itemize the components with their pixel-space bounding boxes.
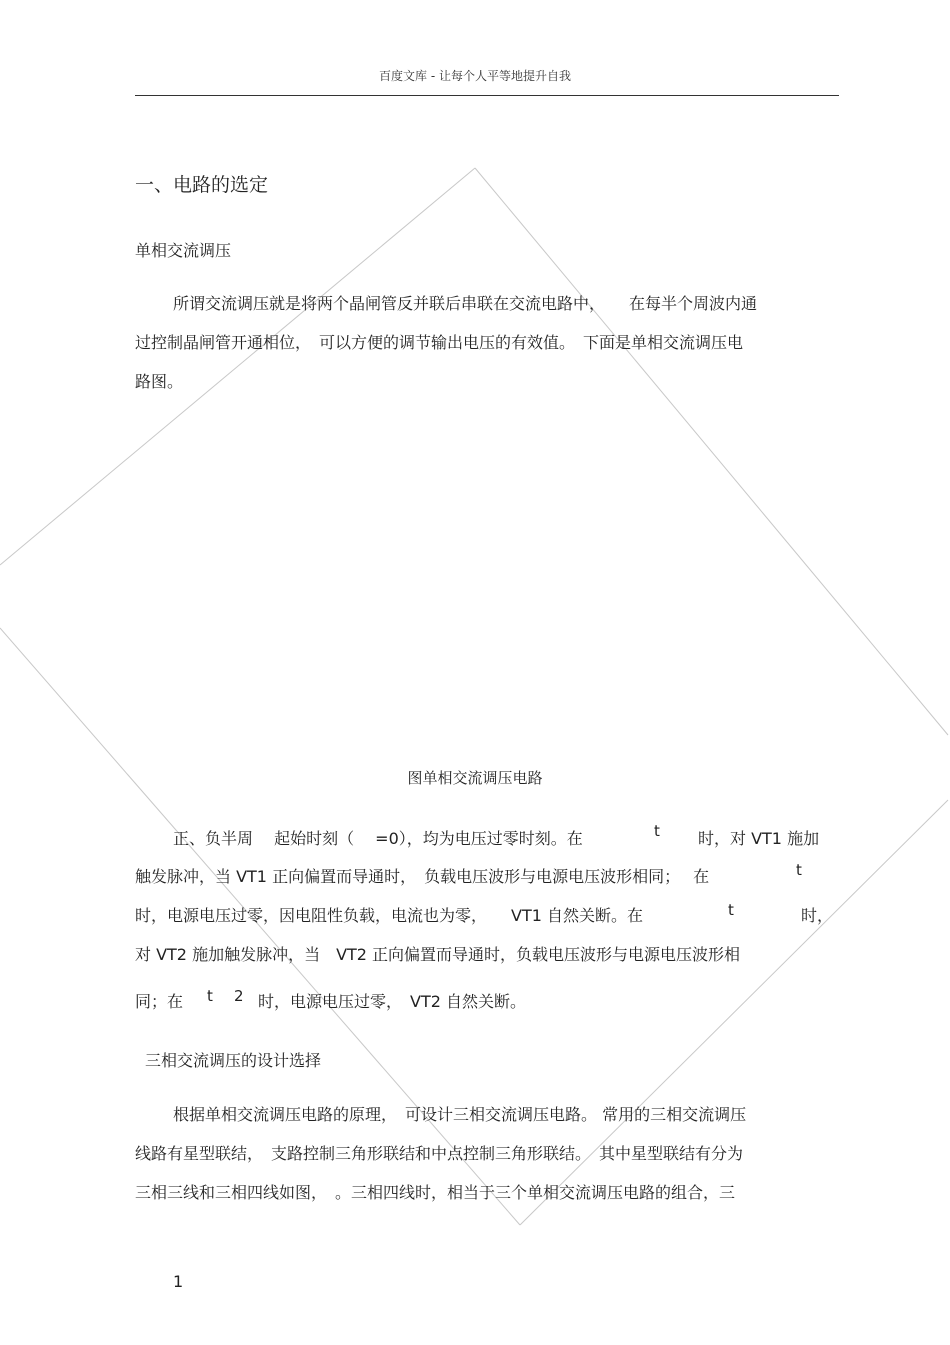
para1-line2: 过控制晶闸管开通相位， 可以方便的调节输出电压的有效值。 下面是单相交流调压电 [135,333,744,352]
para2-subscript-2: 2 [234,987,244,1005]
para2-t-symbol-1: t [654,822,660,840]
para2-line2: 触发脉冲，当 VT1 正向偏置而导通时， 负载电压波形与电源电压波形相同； 在 [135,867,710,886]
para3-line3: 三相三线和三相四线如图， 。三相四线时，相当于三个单相交流调压电路的组合，三 [135,1183,736,1202]
para3-line2: 线路有星型联结， 支路控制三角形联结和中点控制三角形联结。 其中星型联结有分为 [135,1144,744,1163]
para2-line1-end: 时，对 VT1 施加 [698,829,820,848]
subsection-heading-three-phase: 三相交流调压的设计选择 [145,1051,322,1070]
subsection-heading-single-phase: 单相交流调压 [135,241,232,260]
figure-caption: 图单相交流调压电路 [407,769,543,787]
para3-line1: 根据单相交流调压电路的原理， 可设计三相交流调压电路。 常用的三相交流调压 [173,1105,747,1124]
para2-line5-start: 同；在 [135,992,184,1011]
header-rule [135,95,839,96]
para2-t-symbol-4: t [207,987,213,1005]
para2-line4: 对 VT2 施加触发脉冲，当 VT2 正向偏置而导通时，负载电压波形与电源电压波形相 [135,945,741,964]
para1-line1: 所谓交流调压就是将两个晶闸管反并联后串联在交流电路中， 在每半个周波内通 [173,294,758,313]
para2-line5-end: 时，电源电压过零， VT2 自然关断。 [258,992,526,1011]
para2-line3: 时，电源电压过零，因电阻性负载，电流也为零， VT1 自然关断。在 [135,906,643,925]
para2-t-symbol-3: t [728,901,734,919]
para2-t-symbol-2: t [796,861,802,879]
section-heading: 一、电路的选定 [135,174,269,196]
page-header: 百度文库 - 让每个人平等地提升自我 [379,69,571,83]
para2-line1: 正、负半周 起始时刻（ =0），均为电压过零时刻。在 [173,829,583,848]
para1-line3: 路图。 [135,372,184,391]
para2-line3-end: 时， [801,906,834,925]
page-number: 1 [173,1272,184,1291]
